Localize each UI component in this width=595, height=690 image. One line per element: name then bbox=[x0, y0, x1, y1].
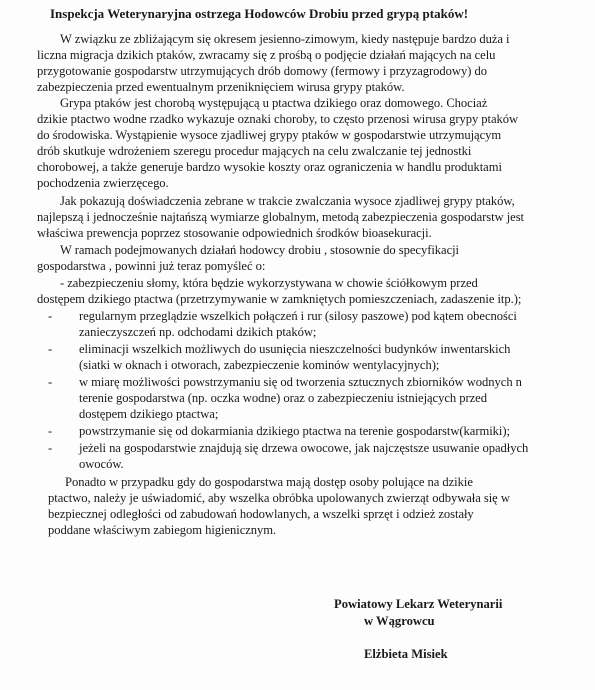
bullet-item-line: owoców. bbox=[79, 457, 124, 471]
bullet-item-line: jeżeli na gospodarstwie znajdują się drzewa owocowe, jak najczęstsze usuwanie opadłych bbox=[79, 441, 529, 455]
paragraph-3-line: właściwa prewencja poprzez stosowanie odpowiednich środków bioasekuracji. bbox=[37, 226, 432, 240]
paragraph-3-line: Jak pokazują doświadczenia zebrane w trakcie zwalczania wysoce zjadliwej grypy ptaków, bbox=[60, 194, 515, 208]
bullet-marker: - bbox=[48, 424, 53, 438]
paragraph-1-line: przygotowanie gospodarstw utrzymujących drób domowy (fermowy i przyzagrodowy) do bbox=[37, 64, 487, 78]
paragraph-4-line: W ramach podejmowanych działań hodowcy drobiu , stosownie do specyfikacji bbox=[60, 243, 460, 257]
paragraph-2-line: Grypa ptaków jest chorobą występującą u ptactwa dzikiego oraz domowego. Chociaż bbox=[60, 96, 488, 110]
signature-name: Elżbieta Misiek bbox=[364, 647, 448, 661]
paragraph-2-line: do środowiska. Wystąpienie wysoce zjadliwej grypy ptaków w gospodarstwie utrzymującym bbox=[37, 128, 502, 142]
bullet-marker: - bbox=[48, 342, 53, 356]
paragraph-2-line: chorobowej, a także generuje bardzo wysokie koszty oraz ograniczenia w handlu produktami bbox=[37, 160, 502, 174]
paragraph-5-line: ptactwo, należy je uświadomić, aby wszelka obróbka upolowanych zwierząt odbywała się w bbox=[48, 491, 510, 505]
paragraph-1-line: zabezpieczenia przed ewentualnym przeniknięciem wirusa grypy ptaków. bbox=[37, 80, 405, 94]
paragraph-5-line: poddane właściwym zabiegom higienicznym. bbox=[48, 523, 277, 537]
bullet-item-line: terenie gospodarstwa (np. oczka wodne) oraz o zabezpieczeniu istniejących przed bbox=[79, 391, 487, 405]
paragraph-4-line: dostępem dzikiego ptactwa (przetrzymywanie w zamkniętych pomieszczeniach, zadaszenie itp.); bbox=[37, 292, 522, 306]
paragraph-3-line: najlepszą i jednocześnie najtańszą wymiarze globalnym, metodą zabezpieczenia gospodarstw jest bbox=[37, 210, 525, 224]
signature-title: Powiatowy Lekarz Weterynarii bbox=[334, 597, 503, 611]
bullet-item-line: w miarę możliwości powstrzymaniu się od tworzenia sztucznych zbiorników wodnych n bbox=[79, 375, 522, 389]
paragraph-4-line: gospodarstwa , powinni już teraz pomyśleć o: bbox=[37, 259, 266, 273]
bullet-marker: - bbox=[48, 309, 53, 323]
bullet-item-line: eliminacji wszelkich możliwych do usunięcia nieszczelności budynków inwentarskich bbox=[79, 342, 511, 356]
bullet-item-line: dostępem dzikiego ptactwa; bbox=[79, 407, 219, 421]
bullet-marker: - bbox=[48, 441, 53, 455]
paragraph-1-line: W związku ze zbliżającym się okresem jesienno-zimowym, kiedy następuje bardzo duża i bbox=[60, 32, 510, 46]
paragraph-2-line: drób skutkuje wdrożeniem szeregu procedur mających na celu zwalczanie tej jednostki bbox=[37, 144, 472, 158]
paragraph-5-line: Ponadto w przypadku gdy do gospodarstwa mają dostęp osoby polujące na dzikie bbox=[65, 475, 473, 489]
bullet-item-line: powstrzymanie się od dokarmiania dzikiego ptactwa na terenie gospodarstw(karmiki); bbox=[79, 424, 510, 438]
document-title: Inspekcja Weterynaryjna ostrzega Hodowców Drobiu przed grypą ptaków! bbox=[50, 6, 469, 21]
paragraph-4-line: - zabezpieczeniu słomy, która będzie wykorzystywana w chowie ściółkowym przed bbox=[60, 276, 478, 290]
paragraph-2-line: pochodzenia zwierzęcego. bbox=[37, 176, 169, 190]
paragraph-5-line: bezpiecznej odległości od zabudowań hodowlanych, a wszelki sprzęt i odzież zostały bbox=[48, 507, 474, 521]
paragraph-1-line: liczna migracja dzikich ptaków, zwracamy się z prośbą o podjęcie działań mających na celu bbox=[37, 48, 496, 62]
bullet-marker: - bbox=[48, 375, 53, 389]
paragraph-2-line: dzikie ptactwo wodne rzadko wykazuje oznaki choroby, to często przenosi wirusa grypy ptaków bbox=[37, 112, 519, 126]
bullet-item-line: (siatki w oknach i otworach, zabezpieczenie kominów wentylacyjnych); bbox=[79, 358, 440, 372]
bullet-item-line: zanieczyszczeń np. odchodami dzikich ptaków; bbox=[79, 325, 317, 339]
bullet-item-line: regularnym przeglądzie wszelkich połączeń i rur (silosy paszowe) pod kątem obecności bbox=[79, 309, 517, 323]
signature-office: w Wągrowcu bbox=[364, 614, 435, 628]
